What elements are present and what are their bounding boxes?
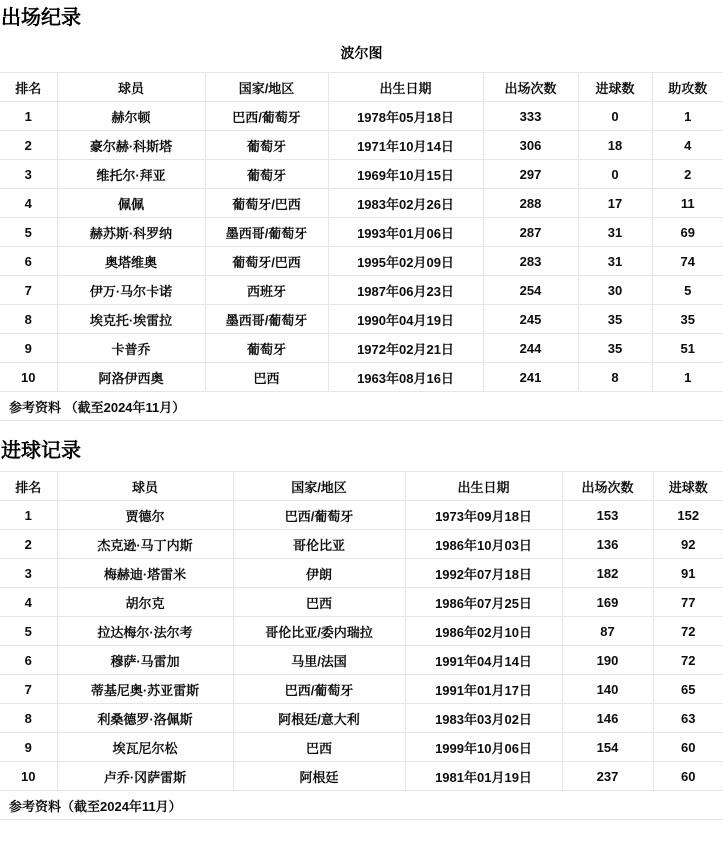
table-row xyxy=(0,617,723,646)
table-cell: 1995年02月09日 xyxy=(328,247,483,276)
table-cell: 30 xyxy=(578,276,652,305)
goals-table xyxy=(0,471,723,820)
table-cell: 1973年09月18日 xyxy=(405,501,562,530)
table-cell: 35 xyxy=(652,305,723,334)
table-cell: 哥伦比亚/委内瑞拉 xyxy=(233,617,405,646)
table-row xyxy=(0,733,723,762)
table-cell: 巴西 xyxy=(205,363,328,392)
table-cell: 卡普乔 xyxy=(57,334,205,363)
table-cell: 237 xyxy=(562,762,653,791)
table-row xyxy=(0,363,723,392)
table-cell: 1971年10月14日 xyxy=(328,131,483,160)
table-cell: 1983年03月02日 xyxy=(405,704,562,733)
table-cell: 35 xyxy=(578,334,652,363)
table-cell: 葡萄牙 xyxy=(205,131,328,160)
table-cell: 245 xyxy=(483,305,578,334)
table-cell: 4 xyxy=(0,189,57,218)
reference-note: 参考资料（截至2024年11月） xyxy=(0,791,723,820)
table-cell: 0 xyxy=(578,102,652,131)
table-cell: 10 xyxy=(0,762,57,791)
table-cell: 伊朗 xyxy=(233,559,405,588)
table-cell: 巴西 xyxy=(233,733,405,762)
table-cell: 0 xyxy=(578,160,652,189)
table-cell: 3 xyxy=(0,160,57,189)
table-cell: 6 xyxy=(0,247,57,276)
section-goal-records xyxy=(0,439,723,820)
table-cell: 利桑德罗·洛佩斯 xyxy=(57,704,233,733)
column-header: 出生日期 xyxy=(405,472,562,501)
table-cell: 巴西/葡萄牙 xyxy=(233,501,405,530)
table-row xyxy=(0,530,723,559)
table-cell: 1 xyxy=(0,501,57,530)
table-row xyxy=(0,218,723,247)
table-cell: 297 xyxy=(483,160,578,189)
column-header: 球员 xyxy=(57,472,233,501)
table-cell: 1991年01月17日 xyxy=(405,675,562,704)
table-cell: 77 xyxy=(653,588,723,617)
table-cell: 5 xyxy=(0,218,57,247)
table-row xyxy=(0,762,723,791)
table-cell: 1963年08月16日 xyxy=(328,363,483,392)
table-cell: 1978年05月18日 xyxy=(328,102,483,131)
section-title-appearances: 出场纪录 xyxy=(1,7,81,29)
table-cell: 1993年01月06日 xyxy=(328,218,483,247)
table-cell: 169 xyxy=(562,588,653,617)
column-header: 国家/地区 xyxy=(205,73,328,102)
table-cell: 8 xyxy=(0,704,57,733)
table-cell: 74 xyxy=(652,247,723,276)
table-cell: 赫苏斯·科罗纳 xyxy=(57,218,205,247)
column-header: 排名 xyxy=(0,472,57,501)
table-row xyxy=(0,131,723,160)
table-cell: 西班牙 xyxy=(205,276,328,305)
table-cell: 1999年10月06日 xyxy=(405,733,562,762)
column-header: 出场次数 xyxy=(562,472,653,501)
table-cell: 1 xyxy=(652,102,723,131)
table-cell: 胡尔克 xyxy=(57,588,233,617)
table-cell: 1983年02月26日 xyxy=(328,189,483,218)
table-cell: 2 xyxy=(0,530,57,559)
table-header xyxy=(0,73,723,102)
table-cell: 7 xyxy=(0,276,57,305)
table-row xyxy=(0,189,723,218)
table-cell: 10 xyxy=(0,363,57,392)
table-cell: 1972年02月21日 xyxy=(328,334,483,363)
table-cell: 巴西 xyxy=(233,588,405,617)
table-cell: 巴西/葡萄牙 xyxy=(205,102,328,131)
table-cell: 墨西哥/葡萄牙 xyxy=(205,218,328,247)
table-cell: 葡萄牙/巴西 xyxy=(205,189,328,218)
table-cell: 288 xyxy=(483,189,578,218)
table-cell: 1987年06月23日 xyxy=(328,276,483,305)
table-cell: 阿洛伊西奥 xyxy=(57,363,205,392)
column-header: 进球数 xyxy=(653,472,723,501)
table-cell: 1986年10月03日 xyxy=(405,530,562,559)
table-cell: 1981年01月19日 xyxy=(405,762,562,791)
table-cell: 8 xyxy=(0,305,57,334)
table-cell: 65 xyxy=(653,675,723,704)
table-cell: 9 xyxy=(0,733,57,762)
table-cell: 69 xyxy=(652,218,723,247)
table-cell: 5 xyxy=(0,617,57,646)
table-cell: 墨西哥/葡萄牙 xyxy=(205,305,328,334)
table-cell: 283 xyxy=(483,247,578,276)
table-cell: 146 xyxy=(562,704,653,733)
table-cell: 巴西/葡萄牙 xyxy=(233,675,405,704)
table-cell: 72 xyxy=(653,646,723,675)
column-header: 助攻数 xyxy=(652,73,723,102)
table-cell: 杰克逊·马丁内斯 xyxy=(57,530,233,559)
column-header: 国家/地区 xyxy=(233,472,405,501)
table-cell: 35 xyxy=(578,305,652,334)
table-cell: 1991年04月14日 xyxy=(405,646,562,675)
table-cell: 31 xyxy=(578,218,652,247)
table-cell: 7 xyxy=(0,675,57,704)
table-cell: 1986年07月25日 xyxy=(405,588,562,617)
table-cell: 31 xyxy=(578,247,652,276)
table-cell: 3 xyxy=(0,559,57,588)
table-cell: 葡萄牙/巴西 xyxy=(205,247,328,276)
table-cell: 佩佩 xyxy=(57,189,205,218)
table-row xyxy=(0,675,723,704)
column-header: 排名 xyxy=(0,73,57,102)
table-cell: 赫尔顿 xyxy=(57,102,205,131)
table-cell: 9 xyxy=(0,334,57,363)
table-row xyxy=(0,559,723,588)
table-cell: 葡萄牙 xyxy=(205,334,328,363)
table-cell: 5 xyxy=(652,276,723,305)
table-body xyxy=(0,102,723,392)
table-cell: 拉达梅尔·法尔考 xyxy=(57,617,233,646)
table-cell: 136 xyxy=(562,530,653,559)
table-cell: 2 xyxy=(0,131,57,160)
table-row xyxy=(0,704,723,733)
table-cell: 穆萨·马雷加 xyxy=(57,646,233,675)
table-row xyxy=(0,160,723,189)
table-cell: 2 xyxy=(652,160,723,189)
table-cell: 哥伦比亚 xyxy=(233,530,405,559)
table-cell: 244 xyxy=(483,334,578,363)
table-row xyxy=(0,334,723,363)
table-cell: 1 xyxy=(0,102,57,131)
table-cell: 152 xyxy=(653,501,723,530)
table-cell: 287 xyxy=(483,218,578,247)
table-cell: 91 xyxy=(653,559,723,588)
table-cell: 154 xyxy=(562,733,653,762)
table-cell: 63 xyxy=(653,704,723,733)
table-cell: 1986年02月10日 xyxy=(405,617,562,646)
table-cell: 182 xyxy=(562,559,653,588)
table-cell: 11 xyxy=(652,189,723,218)
table-header xyxy=(0,472,723,501)
table-cell: 卢乔·冈萨雷斯 xyxy=(57,762,233,791)
table-cell: 17 xyxy=(578,189,652,218)
table-row xyxy=(0,588,723,617)
table-cell: 6 xyxy=(0,646,57,675)
table-cell: 奥塔维奥 xyxy=(57,247,205,276)
table-cell: 埃克托·埃雷拉 xyxy=(57,305,205,334)
table-cell: 72 xyxy=(653,617,723,646)
table-cell: 87 xyxy=(562,617,653,646)
table-cell: 1992年07月18日 xyxy=(405,559,562,588)
section-appearance-records xyxy=(0,6,723,421)
table-cell: 葡萄牙 xyxy=(205,160,328,189)
table-cell: 贾德尔 xyxy=(57,501,233,530)
table-row xyxy=(0,305,723,334)
table-cell: 1990年04月19日 xyxy=(328,305,483,334)
table-cell: 埃瓦尼尔松 xyxy=(57,733,233,762)
table-cell: 1 xyxy=(652,363,723,392)
reference-note: 参考资料 （截至2024年11月） xyxy=(0,392,723,421)
table-cell: 306 xyxy=(483,131,578,160)
table-cell: 1969年10月15日 xyxy=(328,160,483,189)
column-header: 出场次数 xyxy=(483,73,578,102)
table-row xyxy=(0,247,723,276)
table-cell: 梅赫迪·塔雷米 xyxy=(57,559,233,588)
table-cell: 伊万·马尔卡诺 xyxy=(57,276,205,305)
table-footer xyxy=(0,392,723,421)
table-row xyxy=(0,646,723,675)
appearances-table xyxy=(0,72,723,421)
table-cell: 333 xyxy=(483,102,578,131)
column-header: 进球数 xyxy=(578,73,652,102)
table-row xyxy=(0,102,723,131)
table-cell: 60 xyxy=(653,762,723,791)
table-cell: 153 xyxy=(562,501,653,530)
table-body xyxy=(0,501,723,791)
table-cell: 8 xyxy=(578,363,652,392)
table-footer xyxy=(0,791,723,820)
table-row xyxy=(0,501,723,530)
table-cell: 190 xyxy=(562,646,653,675)
table-cell: 阿根廷/意大利 xyxy=(233,704,405,733)
table-cell: 马里/法国 xyxy=(233,646,405,675)
column-header: 出生日期 xyxy=(328,73,483,102)
table-cell: 51 xyxy=(652,334,723,363)
table-cell: 4 xyxy=(652,131,723,160)
table-row xyxy=(0,276,723,305)
table-cell: 阿根廷 xyxy=(233,762,405,791)
table-cell: 蒂基尼奥·苏亚雷斯 xyxy=(57,675,233,704)
table-cell: 4 xyxy=(0,588,57,617)
table-cell: 241 xyxy=(483,363,578,392)
table-cell: 254 xyxy=(483,276,578,305)
table-cell: 60 xyxy=(653,733,723,762)
table-caption-porto: 波尔图 xyxy=(340,45,383,61)
table-cell: 豪尔赫·科斯塔 xyxy=(57,131,205,160)
table-cell: 92 xyxy=(653,530,723,559)
table-cell: 维托尔·拜亚 xyxy=(57,160,205,189)
section-title-goals: 进球记录 xyxy=(1,440,81,462)
column-header: 球员 xyxy=(57,73,205,102)
table-cell: 18 xyxy=(578,131,652,160)
table-cell: 140 xyxy=(562,675,653,704)
